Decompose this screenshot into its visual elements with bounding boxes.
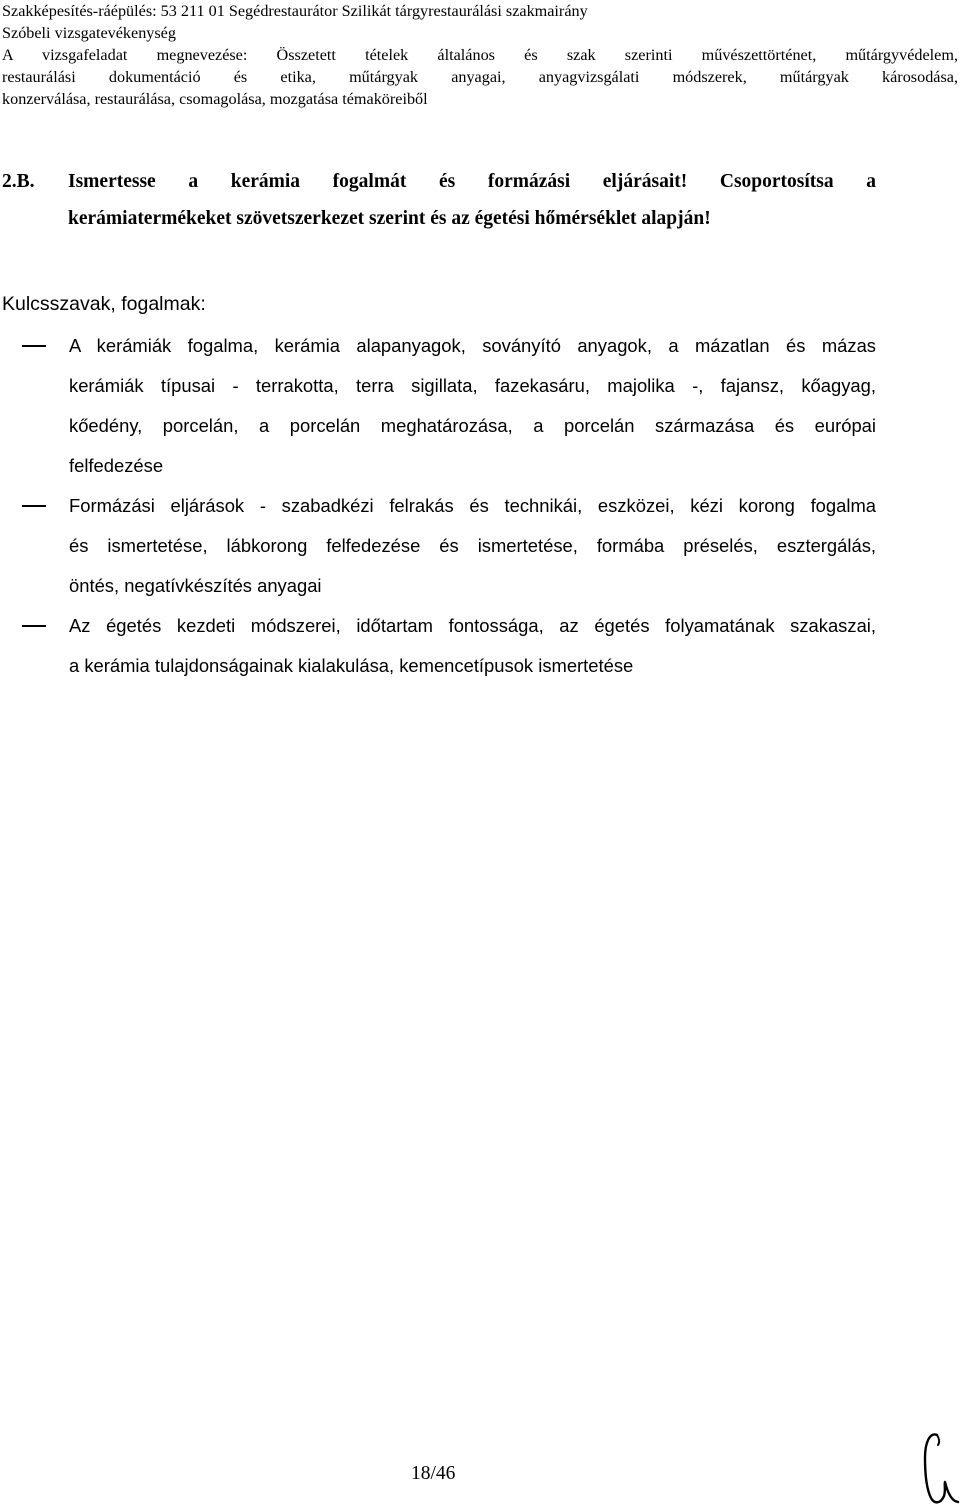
keyword-item-text (69, 486, 876, 606)
keyword-line: felfedezése (69, 455, 164, 476)
keyword-item-forming-methods (0, 486, 876, 606)
keyword-line: és ismertetése, lábkorong felfedezése és ismertetése, formába préselés, esztergálás, (69, 535, 876, 556)
header-qualification-line: Szakképesítés-ráépülés: 53 211 01 Segédrestaurátor Szilikát tárgyrestaurálási szakmairány (2, 2, 588, 20)
question-text (68, 163, 876, 237)
header-task-name-line-2: restaurálási dokumentáció és etika, műtárgyak anyagai, anyagvizsgálati módszerek, műtárgyak károsodása, (2, 68, 958, 86)
handwritten-initial-mark (918, 1428, 960, 1509)
keyword-line: Formázási eljárások - szabadkézi felrakás és technikái, eszközei, kézi korong fogalma (69, 495, 876, 516)
header-task-name-line-1: A vizsgafeladat megnevezése: Összetett tételek általános és szak szerinti művészettörténet, műtárgyvédelem, (2, 46, 958, 64)
keywords-title: Kulcsszavak, fogalmak: (2, 293, 206, 315)
question-number: 2.B. (2, 171, 35, 192)
keyword-item-ceramics-concept (0, 326, 876, 486)
document-header (2, 0, 958, 110)
keywords-list (0, 326, 876, 686)
keyword-line: A kerámiák fogalma, kerámia alapanyagok, soványító anyagok, a mázatlan és mázas (69, 335, 876, 356)
keyword-item-text (69, 606, 876, 686)
dash-bullet-icon (22, 505, 46, 507)
exam-question (2, 163, 876, 237)
keyword-line: kőedény, porcelán, a porcelán meghatározása, a porcelán származása és európai (69, 415, 876, 436)
header-task-name-line-3: konzerválása, restaurálása, csomagolása, mozgatása témaköreiből (2, 90, 428, 108)
question-text-line-2: kerámiatermékeket szövetszerkezet szerint és az égetési hőmérséklet alapján! (68, 208, 711, 229)
keyword-line: kerámiák típusai - terrakotta, terra sigillata, fazekasáru, majolika -, fajansz, kőagyag, (69, 375, 876, 396)
keyword-item-text (69, 326, 876, 486)
keyword-line: öntés, negatívkészítés anyagai (69, 575, 322, 596)
keyword-line: Az égetés kezdeti módszerei, időtartam fontossága, az égetés folyamatának szakaszai, (69, 615, 876, 636)
header-exam-type-line: Szóbeli vizsgatevékenység (2, 24, 176, 42)
dash-bullet-icon (22, 345, 46, 347)
keyword-line: a kerámia tulajdonságainak kialakulása, kemencetípusok ismertetése (69, 655, 634, 676)
question-text-line-1: Ismertesse a kerámia fogalmát és formázási eljárásait! Csoportosítsa a (68, 171, 876, 192)
keyword-item-firing (0, 606, 876, 686)
dash-bullet-icon (22, 625, 46, 627)
page-number: 18/46 (411, 1463, 456, 1484)
